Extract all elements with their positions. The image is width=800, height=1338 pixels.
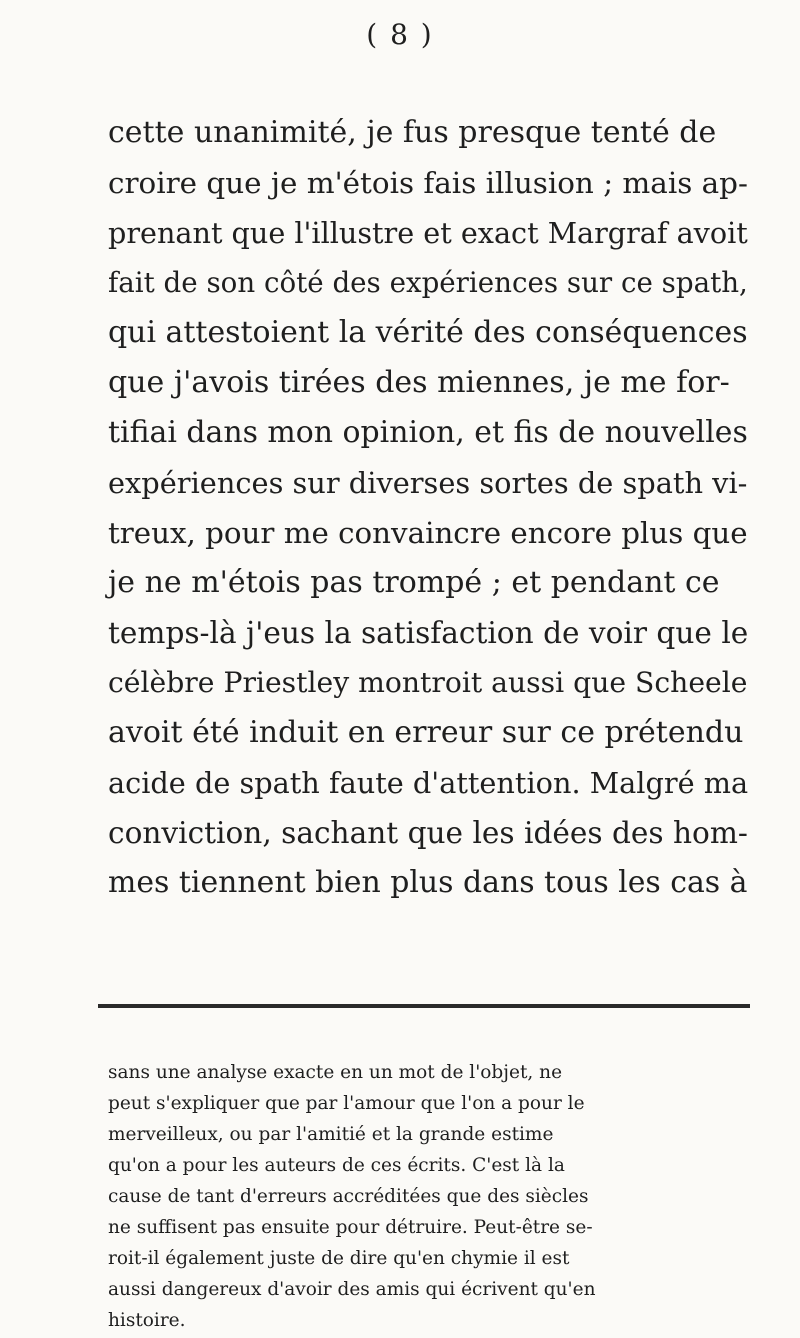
footnote-line: aussi dangereux d'avoir des amis qui écrivent qu'en bbox=[108, 1279, 596, 1300]
main-text-line: croire que je m'étois fais illusion ; mais ap- bbox=[108, 166, 748, 200]
main-text-line: prenant que l'illustre et exact Margraf avoit bbox=[108, 216, 748, 250]
main-text-line: fait de son côté des expériences sur ce spath, bbox=[108, 266, 748, 299]
main-text-line: avoit été induit en erreur sur ce prétendu bbox=[108, 715, 744, 750]
page-number: ( 8 ) bbox=[366, 18, 434, 51]
footnote-line: cause de tant d'erreurs accréditées que des siècles bbox=[108, 1186, 589, 1207]
main-text-line: célèbre Priestley montroit aussi que Scheele bbox=[108, 666, 748, 699]
footnote-block bbox=[108, 1057, 748, 1336]
main-text-line: treux, pour me convaincre encore plus que bbox=[108, 516, 748, 550]
footnote-line: qu'on a pour les auteurs de ces écrits. C'est là la bbox=[108, 1155, 565, 1176]
main-text-line: tifiai dans mon opinion, et fis de nouvelles bbox=[108, 415, 748, 450]
main-text-line: que j'avois tirées des miennes, je me for- bbox=[108, 365, 730, 400]
main-text-line: cette unanimité, je fus presque tenté de bbox=[108, 115, 717, 150]
main-text-block bbox=[108, 108, 748, 908]
main-text-line: qui attestoient la vérité des conséquences bbox=[108, 315, 748, 350]
footnote-line: merveilleux, ou par l'amitié et la grande estime bbox=[108, 1124, 554, 1145]
footnote-line: histoire. bbox=[108, 1310, 186, 1331]
footnote-line: roit-il également juste de dire qu'en chymie il est bbox=[108, 1248, 570, 1269]
main-text-line: acide de spath faute d'attention. Malgré ma bbox=[108, 766, 749, 800]
main-text-line: mes tiennent bien plus dans tous les cas à bbox=[108, 865, 748, 900]
main-text-line: conviction, sachant que les idées des hom- bbox=[108, 816, 748, 850]
footnote-line: ne suffisent pas ensuite pour détruire. Peut-être se- bbox=[108, 1217, 593, 1238]
footnote-separator-rule bbox=[98, 1004, 750, 1008]
footnote-line: peut s'expliquer que par l'amour que l'on a pour le bbox=[108, 1093, 585, 1114]
main-text-line: temps-là j'eus la satisfaction de voir que le bbox=[108, 616, 749, 650]
main-text-line: je ne m'étois pas trompé ; et pendant ce bbox=[108, 565, 720, 600]
footnote-line: sans une analyse exacte en un mot de l'objet, ne bbox=[108, 1062, 563, 1083]
main-text-line: expériences sur diverses sortes de spath vi- bbox=[108, 466, 748, 500]
